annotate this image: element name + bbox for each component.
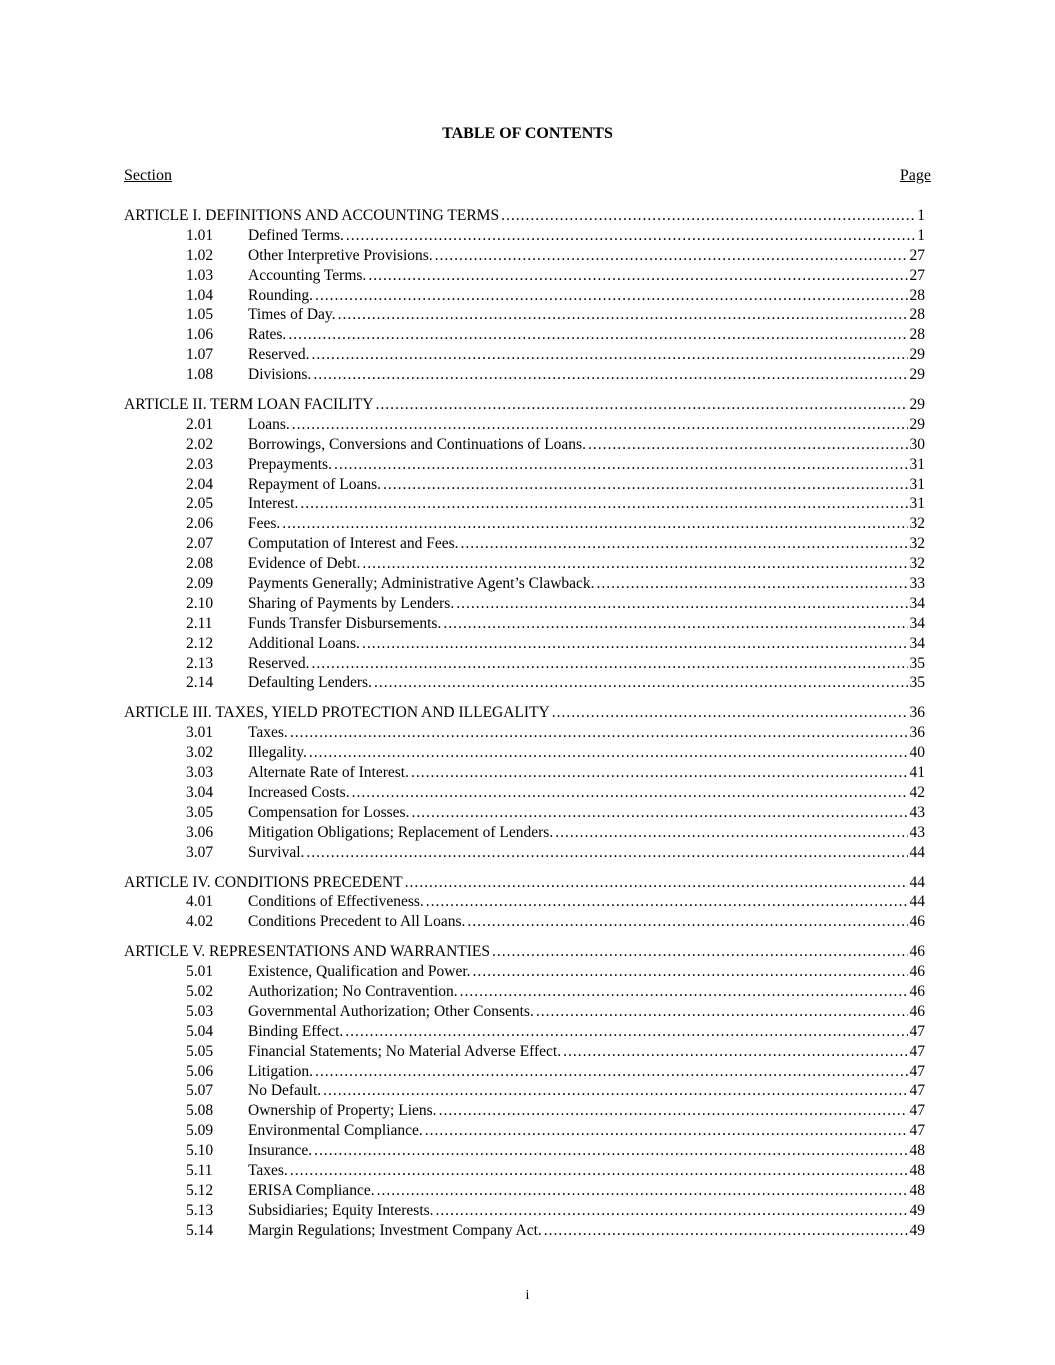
toc-section-row[interactable] (124, 1062, 925, 1082)
section-title: Defined Terms. (248, 226, 344, 244)
toc-section-row[interactable] (124, 723, 925, 743)
dot-leader (597, 574, 908, 594)
section-title: Binding Effect. (248, 1022, 344, 1040)
section-number: 5.09 (186, 1122, 214, 1140)
section-title: Evidence of Debt. (248, 555, 361, 573)
dot-leader (439, 1101, 908, 1121)
dot-leader (536, 1002, 908, 1022)
toc-section-row[interactable] (124, 574, 925, 594)
section-page-number: 28 (909, 306, 925, 324)
article-page-number: 44 (909, 873, 925, 891)
section-page-number: 31 (909, 495, 925, 513)
section-number: 5.14 (186, 1221, 214, 1239)
article-page-number: 29 (909, 396, 925, 414)
section-title: Environmental Compliance. (248, 1122, 423, 1140)
dot-leader (346, 226, 915, 246)
section-page-number: 35 (909, 674, 925, 692)
section-page-number: 49 (909, 1221, 925, 1239)
section-page-number: 34 (909, 614, 925, 632)
section-number: 5.12 (186, 1181, 214, 1199)
section-page-number: 48 (909, 1161, 925, 1179)
section-title: Subsidiaries; Equity Interests. (248, 1201, 434, 1219)
section-title: Funds Transfer Disbursements. (248, 614, 442, 632)
section-title: Alternate Rate of Interest. (248, 764, 409, 782)
section-title: Survival. (248, 843, 305, 861)
section-title: Fees. (248, 515, 281, 533)
toc-section-row[interactable] (124, 743, 925, 763)
section-number: 5.10 (186, 1142, 214, 1160)
article-title: ARTICLE II. TERM LOAN FACILITY (124, 396, 374, 414)
toc-section-row[interactable] (124, 763, 925, 783)
dot-leader (456, 594, 907, 614)
toc-article-row[interactable] (124, 942, 925, 962)
section-title: Mitigation Obligations; Replacement of Lenders. (248, 823, 554, 841)
section-number: 2.12 (186, 634, 214, 652)
section-number: 2.08 (186, 555, 214, 573)
section-page-number: 28 (909, 326, 925, 344)
toc-article-row[interactable] (124, 873, 925, 893)
section-number: 4.02 (186, 913, 214, 931)
dot-leader (288, 325, 907, 345)
toc-section-row[interactable] (124, 1042, 925, 1062)
dot-leader (338, 305, 908, 325)
dot-leader (290, 1161, 908, 1181)
section-title: Illegality. (248, 744, 307, 762)
dot-leader (362, 634, 908, 654)
toc-section-row[interactable] (124, 226, 925, 246)
section-title: Financial Statements; No Material Adverse Effect. (248, 1042, 562, 1060)
section-title: Compensation for Losses. (248, 803, 410, 821)
section-page-number: 32 (909, 535, 925, 553)
section-title: Rates. (248, 326, 287, 344)
page-number: i (525, 1288, 530, 1303)
section-number: 1.05 (186, 306, 214, 324)
toc-section-row[interactable] (124, 266, 925, 286)
section-title: Borrowings, Conversions and Continuations of Loans. (248, 435, 586, 453)
dot-leader (552, 703, 908, 723)
dot-leader (426, 892, 908, 912)
section-title: Divisions. (248, 366, 312, 384)
section-number: 3.04 (186, 783, 214, 801)
section-number: 1.04 (186, 286, 214, 304)
section-title: Prepayments. (248, 455, 332, 473)
section-page-number: 1 (917, 226, 925, 244)
section-title: Additional Loans. (248, 634, 360, 652)
toc-article-row[interactable] (124, 395, 925, 415)
dot-leader (563, 1042, 907, 1062)
toc-section-row[interactable] (124, 982, 925, 1002)
toc-section-row[interactable] (124, 345, 925, 365)
section-page-number: 31 (909, 455, 925, 473)
toc-section-row[interactable] (124, 475, 925, 495)
dot-leader (315, 1062, 907, 1082)
toc-title: TABLE OF CONTENTS (442, 125, 613, 142)
toc-section-row[interactable] (124, 305, 925, 325)
toc-section-row[interactable] (124, 594, 925, 614)
section-title: Taxes. (248, 1161, 288, 1179)
section-number: 2.09 (186, 575, 214, 593)
article-title: ARTICLE III. TAXES, YIELD PROTECTION AND ILLEGALITY (124, 704, 550, 722)
toc-section-row[interactable] (124, 415, 925, 435)
section-number: 3.05 (186, 803, 214, 821)
section-number: 2.07 (186, 535, 214, 553)
section-title: Existence, Qualification and Power. (248, 963, 471, 981)
dot-leader (544, 1221, 908, 1241)
article-title: ARTICLE V. REPRESENTATIONS AND WARRANTIES (124, 943, 490, 961)
section-page-number: 49 (909, 1201, 925, 1219)
section-title: Conditions Precedent to All Loans. (248, 913, 466, 931)
toc-article-row[interactable] (124, 703, 925, 723)
section-number: 5.08 (186, 1102, 214, 1120)
toc-list (124, 206, 925, 1241)
section-title: Interest. (248, 495, 299, 513)
dot-leader (292, 415, 908, 435)
dot-leader (411, 803, 907, 823)
dot-leader (411, 763, 908, 783)
section-page-number: 34 (909, 634, 925, 652)
toc-section-row[interactable] (124, 1101, 925, 1121)
section-page-number: 41 (909, 764, 925, 782)
toc-section-row[interactable] (124, 962, 925, 982)
section-number: 5.01 (186, 963, 214, 981)
section-number: 1.03 (186, 266, 214, 284)
toc-section-row[interactable] (124, 1161, 925, 1181)
section-page-number: 47 (909, 1122, 925, 1140)
section-page-number: 31 (909, 475, 925, 493)
toc-section-row[interactable] (124, 325, 925, 345)
dot-leader (282, 514, 907, 534)
toc-section-row[interactable] (124, 286, 925, 306)
section-number: 2.01 (186, 415, 214, 433)
section-number: 5.06 (186, 1062, 214, 1080)
section-page-number: 47 (909, 1082, 925, 1100)
dot-leader (362, 554, 907, 574)
toc-section-row[interactable] (124, 1022, 925, 1042)
toc-section-row[interactable] (124, 1002, 925, 1022)
toc-section-row[interactable] (124, 1141, 925, 1161)
dot-leader (443, 614, 907, 634)
article-title: ARTICLE I. DEFINITIONS AND ACCOUNTING TERMS (124, 207, 500, 224)
dot-leader (334, 455, 908, 475)
toc-section-row[interactable] (124, 912, 925, 932)
section-number: 5.04 (186, 1022, 214, 1040)
section-title: Repayment of Loans. (248, 475, 382, 493)
article-page-number: 36 (909, 704, 925, 722)
toc-section-row[interactable] (124, 1081, 925, 1101)
dot-leader (323, 1081, 907, 1101)
section-page-number: 32 (909, 555, 925, 573)
section-number: 5.07 (186, 1082, 214, 1100)
toc-section-row[interactable] (124, 554, 925, 574)
toc-section-row[interactable] (124, 246, 925, 266)
dot-leader (377, 1181, 908, 1201)
toc-section-row[interactable] (124, 634, 925, 654)
toc-section-row[interactable] (124, 823, 925, 843)
toc-section-row[interactable] (124, 494, 925, 514)
section-title: Authorization; No Contravention. (248, 982, 458, 1000)
section-page-number: 46 (909, 913, 925, 931)
toc-section-row[interactable] (124, 614, 925, 634)
section-number: 5.03 (186, 1002, 214, 1020)
section-title: Margin Regulations; Investment Company Act. (248, 1221, 542, 1239)
section-page-number: 44 (909, 843, 925, 861)
section-number: 2.10 (186, 594, 214, 612)
section-number: 3.06 (186, 823, 214, 841)
toc-section-row[interactable] (124, 1181, 925, 1201)
dot-leader (314, 1141, 907, 1161)
toc-section-row[interactable] (124, 1221, 925, 1241)
section-page-number: 47 (909, 1062, 925, 1080)
section-page-number: 43 (909, 823, 925, 841)
section-title: Litigation. (248, 1062, 314, 1080)
section-page-number: 30 (909, 435, 925, 453)
section-title: Reserved. (248, 654, 310, 672)
section-number: 2.06 (186, 515, 214, 533)
section-number: 1.01 (186, 226, 214, 244)
section-number: 3.07 (186, 843, 214, 861)
section-title: Other Interpretive Provisions. (248, 246, 433, 264)
section-page-number: 29 (909, 415, 925, 433)
dot-leader (460, 982, 908, 1002)
dot-leader (352, 783, 908, 803)
dot-leader (555, 823, 907, 843)
dot-leader (300, 494, 907, 514)
section-title: Rounding. (248, 286, 314, 304)
section-title: Insurance. (248, 1142, 313, 1160)
article-page-number: 46 (909, 943, 925, 961)
section-number: 1.08 (186, 366, 214, 384)
dot-leader (313, 365, 907, 385)
dot-leader (315, 286, 907, 306)
toc-section-row[interactable] (124, 892, 925, 912)
dot-leader (290, 723, 908, 743)
toc-section-row[interactable] (124, 654, 925, 674)
section-title: Sharing of Payments by Lenders. (248, 594, 455, 612)
section-page-number: 48 (909, 1142, 925, 1160)
section-number: 1.06 (186, 326, 214, 344)
dot-leader (461, 534, 908, 554)
section-number: 2.04 (186, 475, 214, 493)
section-number: 3.03 (186, 764, 214, 782)
section-page-number: 27 (909, 246, 925, 264)
section-title: ERISA Compliance. (248, 1181, 375, 1199)
section-page-number: 44 (909, 893, 925, 911)
dot-leader (473, 962, 908, 982)
section-number: 1.07 (186, 346, 214, 364)
section-title: Payments Generally; Administrative Agent’s Clawback. (248, 575, 595, 593)
section-number: 2.13 (186, 654, 214, 672)
section-title: Loans. (248, 415, 290, 433)
section-page-number: 28 (909, 286, 925, 304)
dot-leader (374, 673, 908, 693)
dot-leader (425, 1121, 908, 1141)
section-page-number: 46 (909, 963, 925, 981)
article-title: ARTICLE IV. CONDITIONS PRECEDENT (124, 873, 403, 891)
dot-leader (383, 475, 907, 495)
dot-leader (436, 1201, 908, 1221)
section-title: Ownership of Property; Liens. (248, 1102, 437, 1120)
section-title: Increased Costs. (248, 783, 350, 801)
dot-leader (375, 395, 907, 415)
toc-section-row[interactable] (124, 514, 925, 534)
section-page-number: 29 (909, 366, 925, 384)
section-page-number: 47 (909, 1102, 925, 1120)
section-number: 5.11 (186, 1161, 213, 1179)
dot-leader (309, 743, 908, 763)
dot-leader (345, 1022, 907, 1042)
toc-article-row[interactable] (124, 206, 925, 226)
section-title: Reserved. (248, 346, 310, 364)
section-page-number: 32 (909, 515, 925, 533)
section-page-number: 35 (909, 654, 925, 672)
toc-section-row[interactable] (124, 803, 925, 823)
toc-section-row[interactable] (124, 455, 925, 475)
toc-section-row[interactable] (124, 843, 925, 863)
dot-leader (405, 873, 908, 893)
section-number: 5.13 (186, 1201, 214, 1219)
section-number: 5.02 (186, 982, 214, 1000)
section-page-number: 34 (909, 594, 925, 612)
section-title: Times of Day. (248, 306, 336, 324)
section-title: Governmental Authorization; Other Consents. (248, 1002, 534, 1020)
section-title: Taxes. (248, 724, 288, 742)
section-page-number: 36 (909, 724, 925, 742)
section-number: 3.02 (186, 744, 214, 762)
section-page-number: 33 (909, 575, 925, 593)
dot-leader (306, 843, 907, 863)
page-column-header: Page (899, 167, 931, 184)
toc-section-row[interactable] (124, 435, 925, 455)
section-number: 1.02 (186, 246, 214, 264)
dot-leader (492, 942, 908, 962)
section-page-number: 46 (909, 982, 925, 1000)
section-title: No Default. (248, 1082, 322, 1100)
section-number: 2.02 (186, 435, 214, 453)
section-number: 3.01 (186, 724, 214, 742)
toc-section-row[interactable] (124, 1121, 925, 1141)
dot-leader (368, 266, 907, 286)
article-page-number: 1 (917, 207, 925, 224)
toc-section-row[interactable] (124, 534, 925, 554)
toc-section-row[interactable] (124, 1201, 925, 1221)
section-number: 2.05 (186, 495, 214, 513)
dot-leader (435, 246, 908, 266)
toc-section-row[interactable] (124, 673, 925, 693)
toc-section-row[interactable] (124, 783, 925, 803)
dot-leader (312, 654, 908, 674)
section-number: 2.11 (186, 614, 213, 632)
section-page-number: 47 (909, 1042, 925, 1060)
section-page-number: 48 (909, 1181, 925, 1199)
section-title: Conditions of Effectiveness. (248, 893, 424, 911)
dot-leader (467, 912, 907, 932)
section-title: Defaulting Lenders. (248, 674, 372, 692)
section-page-number: 29 (909, 346, 925, 364)
section-number: 5.05 (186, 1042, 214, 1060)
section-title: Computation of Interest and Fees. (248, 535, 459, 553)
section-number: 2.14 (186, 674, 214, 692)
toc-section-row[interactable] (124, 365, 925, 385)
dot-leader (588, 435, 908, 455)
section-page-number: 27 (909, 266, 925, 284)
section-page-number: 43 (909, 803, 925, 821)
dot-leader (312, 345, 908, 365)
section-number: 4.01 (186, 893, 214, 911)
dot-leader (501, 206, 915, 226)
section-title: Accounting Terms. (248, 266, 367, 284)
section-number: 2.03 (186, 455, 214, 473)
section-column-header: Section (124, 167, 172, 184)
section-page-number: 46 (909, 1002, 925, 1020)
section-page-number: 47 (909, 1022, 925, 1040)
section-page-number: 42 (909, 783, 925, 801)
section-page-number: 40 (909, 744, 925, 762)
